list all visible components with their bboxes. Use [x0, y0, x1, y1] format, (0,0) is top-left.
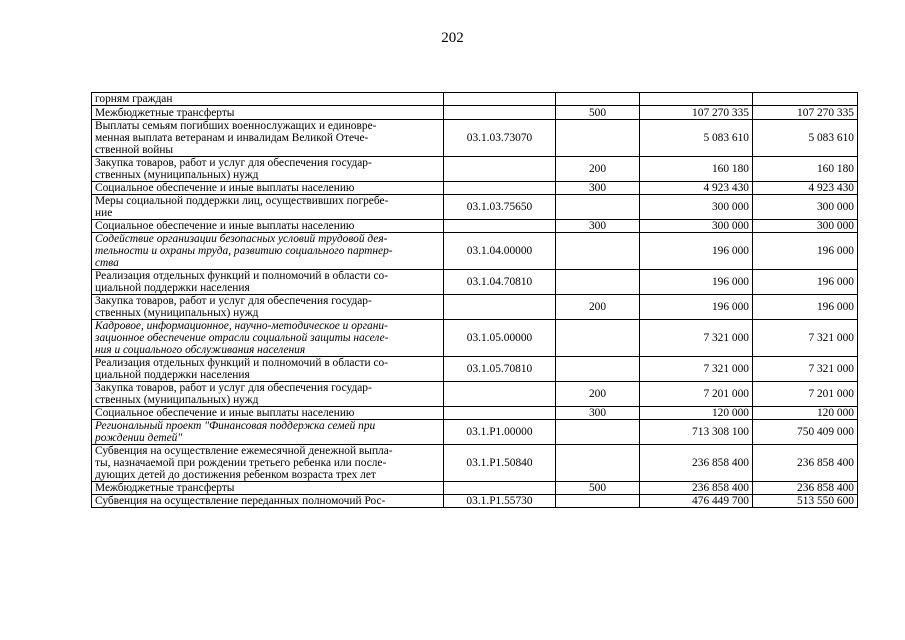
item-name-line: ние [95, 207, 113, 219]
cell-amount-year-2: 7 321 000 [753, 320, 858, 357]
cell-expense-type [556, 93, 640, 106]
item-name-line: ственных (муниципальных) нужд [95, 307, 259, 319]
cell-item-name [92, 195, 444, 220]
item-name-line: Субвенция на осуществление переданных полномочий Рос- [95, 495, 386, 507]
cell-amount-year-2 [753, 93, 858, 106]
cell-item-name [92, 320, 444, 357]
cell-program-code: 03.1.Р1.00000 [444, 420, 556, 445]
item-name-line: зационное обеспечение отрасли социальной защиты населе- [95, 332, 389, 344]
cell-amount-year-1: 300 000 [640, 195, 753, 220]
cell-item-name [92, 93, 444, 106]
table-row [92, 93, 858, 106]
item-name-line: Закупка товаров, работ и услуг для обеспечения государ- [95, 295, 372, 307]
table-row [92, 182, 858, 195]
table-row [92, 482, 858, 495]
cell-amount-year-2: 196 000 [753, 295, 858, 320]
table-row [92, 295, 858, 320]
cell-expense-type: 200 [556, 295, 640, 320]
item-name-line: ния и социального обслуживания населения [95, 344, 306, 356]
cell-amount-year-1: 236 858 400 [640, 482, 753, 495]
cell-item-name [92, 295, 444, 320]
cell-amount-year-1: 5 083 610 [640, 120, 753, 157]
item-name-line: Закупка товаров, работ и услуг для обеспечения государ- [95, 382, 372, 394]
item-name-line: Выплаты семьям погибших военнослужащих и единовре- [95, 120, 377, 132]
budget-table-body [92, 93, 858, 508]
cell-expense-type [556, 495, 640, 508]
cell-program-code: 03.1.Р1.50840 [444, 445, 556, 482]
cell-item-name [92, 357, 444, 382]
budget-table [91, 92, 858, 508]
table-row [92, 270, 858, 295]
cell-program-code [444, 182, 556, 195]
cell-amount-year-2: 120 000 [753, 407, 858, 420]
cell-program-code [444, 106, 556, 120]
item-name-line: Социальное обеспечение и иные выплаты населению [95, 220, 355, 232]
cell-expense-type: 500 [556, 482, 640, 495]
cell-item-name [92, 182, 444, 195]
cell-item-name [92, 445, 444, 482]
cell-item-name [92, 407, 444, 420]
item-name-line: Субвенция на осуществление ежемесячной денежной выпла- [95, 445, 393, 457]
cell-expense-type: 200 [556, 382, 640, 407]
cell-program-code: 03.1.05.70810 [444, 357, 556, 382]
cell-program-code [444, 482, 556, 495]
cell-item-name [92, 482, 444, 495]
table-row [92, 233, 858, 270]
item-name-line: Межбюджетные трансферты [95, 106, 235, 119]
item-name-line: Содействие организации безопасных условий трудовой дея- [95, 233, 388, 245]
item-name-line: Кадровое, информационное, научно-методическое и органи- [95, 320, 388, 332]
item-name-line: менная выплата ветеранам и инвалидам Великой Отече- [95, 132, 369, 144]
cell-item-name [92, 120, 444, 157]
item-name-line: горням граждан [95, 93, 173, 105]
cell-amount-year-1: 300 000 [640, 220, 753, 233]
cell-expense-type: 300 [556, 220, 640, 233]
item-name-line: рождении детей" [95, 432, 183, 444]
item-name-line: Региональный проект "Финансовая поддержка семей при [95, 420, 376, 432]
cell-amount-year-1: 236 858 400 [640, 445, 753, 482]
cell-expense-type [556, 270, 640, 295]
cell-program-code: 03.1.04.70810 [444, 270, 556, 295]
item-name-line: ты, назначаемой при рождении третьего ребенка или после- [95, 457, 387, 469]
cell-program-code [444, 407, 556, 420]
cell-program-code: 03.1.05.00000 [444, 320, 556, 357]
cell-program-code: 03.1.04.00000 [444, 233, 556, 270]
cell-program-code [444, 157, 556, 182]
cell-expense-type [556, 357, 640, 382]
cell-program-code [444, 382, 556, 407]
cell-amount-year-2: 160 180 [753, 157, 858, 182]
item-name-line: Меры социальной поддержки лиц, осуществивших погребе- [95, 195, 389, 207]
item-name-line: Межбюджетные трансферты [95, 482, 235, 494]
cell-amount-year-1: 196 000 [640, 295, 753, 320]
cell-expense-type [556, 445, 640, 482]
table-row [92, 195, 858, 220]
cell-item-name [92, 495, 444, 508]
page-number: 202 [441, 30, 464, 46]
cell-expense-type [556, 320, 640, 357]
table-row [92, 220, 858, 233]
cell-amount-year-1: 196 000 [640, 270, 753, 295]
cell-program-code: 03.1.03.75650 [444, 195, 556, 220]
item-name-line: Закупка товаров, работ и услуг для обеспечения государ- [95, 157, 372, 169]
item-name-line: циальной поддержки населения [95, 282, 250, 294]
item-name-line: ства [95, 257, 119, 269]
cell-amount-year-1 [640, 93, 753, 106]
item-name-line: циальной поддержки населения [95, 369, 250, 381]
cell-amount-year-2: 513 550 600 [753, 495, 858, 508]
cell-amount-year-1: 107 270 335 [640, 106, 753, 120]
item-name-line: Реализация отдельных функций и полномочий в области со- [95, 357, 389, 369]
table-row [92, 420, 858, 445]
cell-amount-year-1: 196 000 [640, 233, 753, 270]
table-row [92, 320, 858, 357]
cell-expense-type: 300 [556, 182, 640, 195]
table-row [92, 445, 858, 482]
cell-expense-type [556, 195, 640, 220]
table-row [92, 407, 858, 420]
item-name-line: ственной войны [95, 144, 174, 156]
item-name-line: Реализация отдельных функций и полномочий в области со- [95, 270, 389, 282]
cell-amount-year-1: 476 449 700 [640, 495, 753, 508]
cell-amount-year-2: 7 321 000 [753, 357, 858, 382]
table-row [92, 357, 858, 382]
table-row [92, 382, 858, 407]
cell-program-code [444, 93, 556, 106]
cell-amount-year-1: 7 321 000 [640, 357, 753, 382]
item-name-line: ственных (муниципальных) нужд [95, 169, 259, 181]
cell-item-name [92, 157, 444, 182]
item-name-line: Социальное обеспечение и иные выплаты населению [95, 182, 355, 194]
cell-expense-type [556, 233, 640, 270]
cell-amount-year-1: 4 923 430 [640, 182, 753, 195]
cell-amount-year-2: 196 000 [753, 270, 858, 295]
item-name-line: дующих детей до достижения ребенком возраста трех лет [95, 469, 376, 481]
table-row [92, 120, 858, 157]
cell-amount-year-2: 236 858 400 [753, 482, 858, 495]
cell-amount-year-2: 750 409 000 [753, 420, 858, 445]
cell-expense-type [556, 120, 640, 157]
cell-program-code: 03.1.Р1.55730 [444, 495, 556, 508]
cell-amount-year-2: 107 270 335 [753, 106, 858, 120]
cell-amount-year-2: 300 000 [753, 220, 858, 233]
cell-amount-year-1: 713 308 100 [640, 420, 753, 445]
item-name-line: ственных (муниципальных) нужд [95, 394, 259, 406]
cell-amount-year-2: 7 201 000 [753, 382, 858, 407]
cell-item-name [92, 382, 444, 407]
cell-item-name [92, 106, 444, 120]
cell-program-code [444, 295, 556, 320]
cell-amount-year-1: 7 201 000 [640, 382, 753, 407]
table-row [92, 106, 858, 120]
cell-item-name [92, 420, 444, 445]
cell-amount-year-2: 196 000 [753, 233, 858, 270]
cell-expense-type: 500 [556, 106, 640, 120]
cell-item-name [92, 233, 444, 270]
cell-amount-year-2: 4 923 430 [753, 182, 858, 195]
cell-item-name [92, 270, 444, 295]
cell-item-name [92, 220, 444, 233]
table-row [92, 495, 858, 508]
cell-amount-year-1: 120 000 [640, 407, 753, 420]
cell-amount-year-2: 236 858 400 [753, 445, 858, 482]
cell-amount-year-2: 300 000 [753, 195, 858, 220]
cell-expense-type [556, 420, 640, 445]
cell-program-code [444, 220, 556, 233]
cell-amount-year-1: 7 321 000 [640, 320, 753, 357]
cell-amount-year-2: 5 083 610 [753, 120, 858, 157]
item-name-line: Социальное обеспечение и иные выплаты населению [95, 407, 355, 419]
item-name-line: тельности и охраны труда, развитию социального партнер- [95, 245, 393, 257]
cell-expense-type: 300 [556, 407, 640, 420]
cell-program-code: 03.1.03.73070 [444, 120, 556, 157]
table-row [92, 157, 858, 182]
cell-expense-type: 200 [556, 157, 640, 182]
cell-amount-year-1: 160 180 [640, 157, 753, 182]
